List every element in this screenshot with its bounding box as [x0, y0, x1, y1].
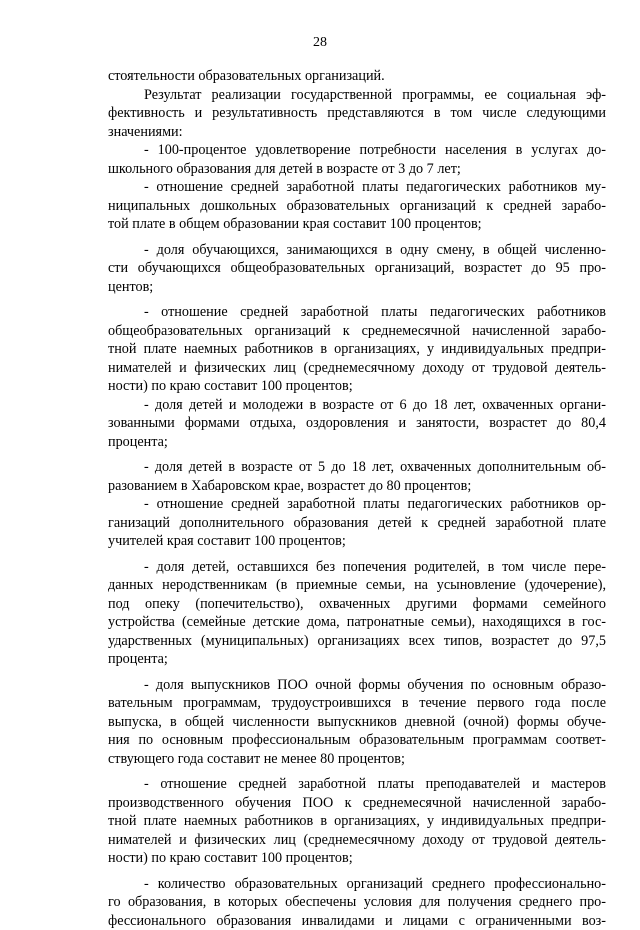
text-line: той плате в общем образовании края составит 100 процентов; — [108, 215, 606, 234]
text-line: процента; — [108, 433, 606, 452]
text-line: выпуска, в общей численности выпускников дневной (очной) формы обуче- — [108, 713, 606, 732]
paragraph-gap — [108, 768, 606, 775]
text-line: ния по основным профессиональным образовательным программам соответ- — [108, 731, 606, 750]
text-line: общеобразовательных организаций к среднемесячной начисленной зарабо- — [108, 322, 606, 341]
text-line: - отношение средней заработной платы педагогических работников му- — [108, 178, 606, 197]
text-line: школьного образования для детей в возрасте от 3 до 7 лет; — [108, 160, 606, 179]
paragraph-gap — [108, 868, 606, 875]
text-line: - 100-процентое удовлетворение потребности населения в услугах до- — [108, 141, 606, 160]
document-body — [108, 67, 606, 930]
text-line: ствующего года составит не менее 80 процентов; — [108, 750, 606, 769]
text-line: тной плате наемных работников в организациях, у индивидуальных предпри- — [108, 812, 606, 831]
text-line: учителей края составит 100 процентов; — [108, 532, 606, 551]
text-line: - доля обучающихся, занимающихся в одну смену, в общей численно- — [108, 241, 606, 260]
text-line: фессионального образования инвалидами и лицами с ограниченными воз- — [108, 912, 606, 930]
text-line: - отношение средней заработной платы преподавателей и мастеров — [108, 775, 606, 794]
text-line: сти обучающихся общеобразовательных организаций, возрастет до 95 про- — [108, 259, 606, 278]
paragraph-gap — [108, 296, 606, 303]
paragraph-gap — [108, 234, 606, 241]
text-line: - доля детей, оставшихся без попечения родителей, в том числе пере- — [108, 558, 606, 577]
text-line: - отношение средней заработной платы педагогических работников ор- — [108, 495, 606, 514]
text-line: устройства (семейные детские дома, патронатные семьи), находящихся в гос- — [108, 613, 606, 632]
text-line: производственного обучения ПОО к среднемесячной начисленной зарабо- — [108, 794, 606, 813]
paragraph-gap — [108, 669, 606, 676]
text-line: стоятельности образовательных организаций. — [108, 67, 606, 86]
text-line: го образования, в которых обеспечены условия для получения среднего про- — [108, 893, 606, 912]
page-number: 28 — [0, 34, 640, 51]
text-line: - отношение средней заработной платы педагогических работников — [108, 303, 606, 322]
text-line: нимателей и физических лиц (среднемесячному доходу от трудовой деятель- — [108, 359, 606, 378]
text-line: под опеку (попечительство), охваченных другими формами семейного — [108, 595, 606, 614]
text-line: ниципальных дошкольных образовательных организаций к средней зарабо- — [108, 197, 606, 216]
text-line: Результат реализации государственной программы, ее социальная эф- — [108, 86, 606, 105]
text-line: - доля детей и молодежи в возрасте от 6 до 18 лет, охваченных органи- — [108, 396, 606, 415]
paragraph-gap — [108, 451, 606, 458]
text-line: - количество образовательных организаций среднего профессионально- — [108, 875, 606, 894]
text-line: фективность и результативность представляются в том числе следующими — [108, 104, 606, 123]
text-line: нимателей и физических лиц (среднемесячному доходу от трудовой деятель- — [108, 831, 606, 850]
text-line: центов; — [108, 278, 606, 297]
text-line: вательным программам, трудоустроившихся в течение первого года после — [108, 694, 606, 713]
text-line: ности) по краю составит 100 процентов; — [108, 377, 606, 396]
text-line: значениями: — [108, 123, 606, 142]
text-line: тной плате наемных работников в организациях, у индивидуальных предпри- — [108, 340, 606, 359]
text-line: данных неродственникам (в приемные семьи, на усыновление (удочерение), — [108, 576, 606, 595]
text-line: ударственных (муниципальных) организациях всех типов, возрастет до 97,5 — [108, 632, 606, 651]
text-line: ности) по краю составит 100 процентов; — [108, 849, 606, 868]
text-line: зованными формами отдыха, оздоровления и занятости, возрастет до 80,4 — [108, 414, 606, 433]
paragraph-gap — [108, 551, 606, 558]
text-line: - доля выпускников ПОО очной формы обучения по основным образо- — [108, 676, 606, 695]
text-line: разованием в Хабаровском крае, возрастет до 80 процентов; — [108, 477, 606, 496]
text-line: - доля детей в возрасте от 5 до 18 лет, охваченных дополнительным об- — [108, 458, 606, 477]
text-line: процента; — [108, 650, 606, 669]
text-line: ганизаций дополнительного образования детей к средней заработной плате — [108, 514, 606, 533]
